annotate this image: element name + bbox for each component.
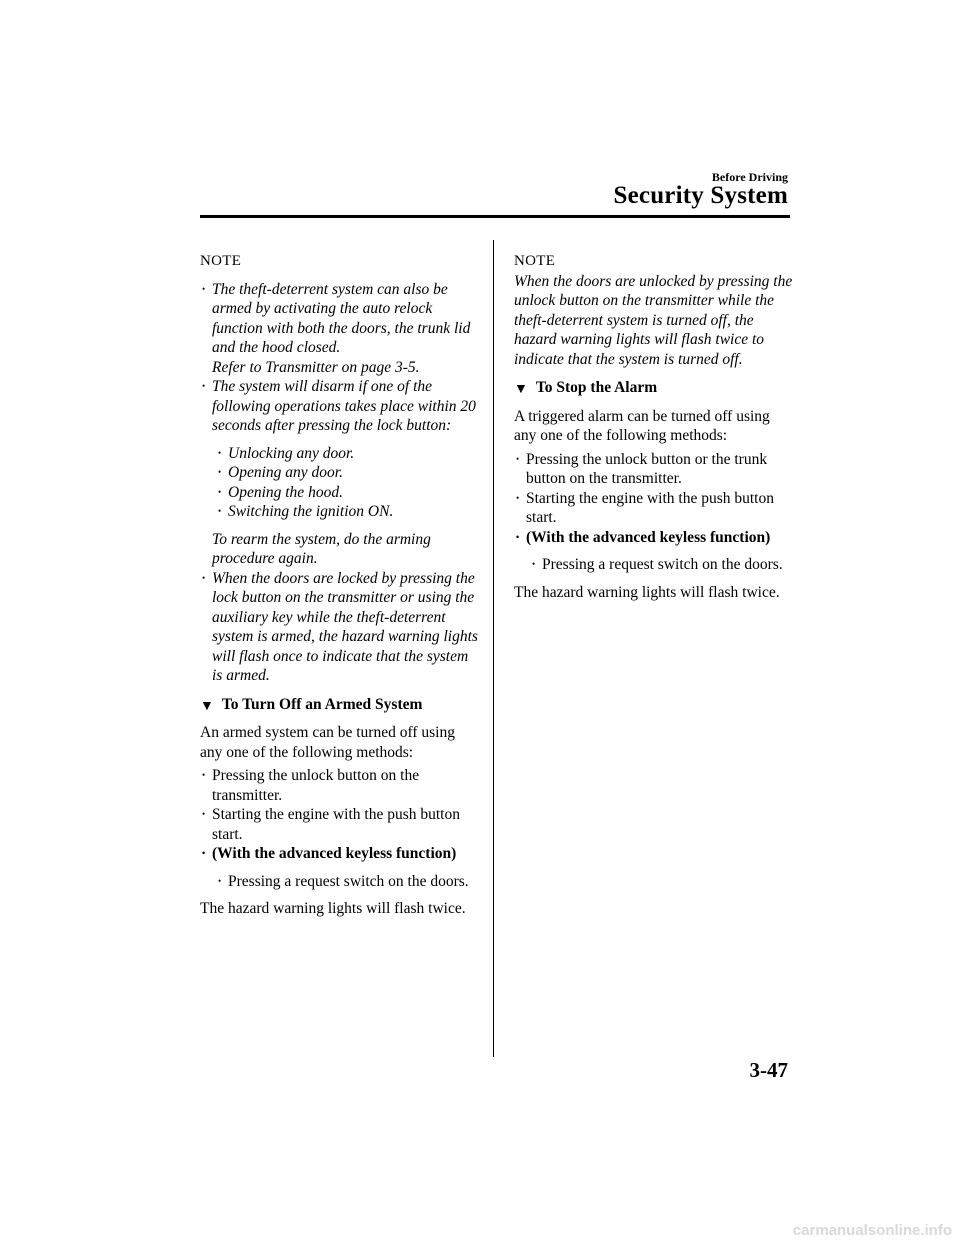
sub-item: • Opening the hood.	[200, 483, 480, 503]
note-item: • When the doors are locked by pressing the lock button on the transmitter or using the auxiliary key while the theft-deterrent system is armed, the hazard warning lights will flash once to indicate that the system is armed.	[200, 569, 480, 686]
note-text: When the doors are unlocked by pressing the unlock button on the transmitter while the theft-deterrent system is turned off, the hazard warning lights will flash twice to indicate that the system is turned off.	[514, 272, 793, 368]
header-rule	[200, 215, 790, 218]
note-item: • The theft-deterrent system can also be armed by activating the auto relock function with both the doors, the trunk lid and the hood closed. Refer to Transmitter on page 3-5.	[200, 280, 480, 378]
header-section-label: Before Driving	[711, 170, 788, 184]
method-item: • (With the advanced keyless function)	[200, 844, 480, 864]
sub-item: • Unlocking any door.	[200, 444, 480, 464]
note-title: NOTE	[200, 253, 242, 269]
left-column	[200, 252, 480, 919]
sub-method-item: • Pressing a request switch on the doors.	[514, 555, 794, 575]
footer-watermark: carmanualsonline.info	[792, 1222, 952, 1239]
page-number: 3-47	[749, 1058, 788, 1082]
sub-method-item: • Pressing a request switch on the doors.	[200, 872, 480, 892]
sub-item: • Opening any door.	[200, 463, 480, 483]
column-divider	[493, 240, 494, 1057]
right-column	[514, 252, 794, 602]
intro-text: An armed system can be turned off using any one of the following methods:	[200, 724, 455, 761]
method-item: • Pressing the unlock button or the trunk button on the transmitter.	[514, 450, 794, 489]
sub-item: • Switching the ignition ON.	[200, 502, 480, 522]
triangle-down-icon: ▼	[200, 698, 214, 714]
closing-text: The hazard warning lights will flash twice.	[200, 900, 466, 917]
section-heading: ▼ To Turn Off an Armed System	[200, 695, 423, 714]
method-item: • Starting the engine with the push button start.	[200, 805, 480, 844]
closing-text: The hazard warning lights will flash twice.	[514, 583, 780, 601]
note-item: • The system will disarm if one of the following operations takes place within 20 seconds after pressing the lock button:	[200, 377, 480, 436]
rearm-text: To rearm the system, do the arming procedure again.	[212, 530, 431, 567]
note-body	[200, 280, 480, 686]
page-title: Security System	[613, 182, 788, 209]
method-item: • Starting the engine with the push button start.	[514, 489, 794, 528]
intro-text: A triggered alarm can be turned off using any one of the following methods:	[514, 407, 770, 444]
note-title: NOTE	[514, 253, 556, 269]
method-item: • Pressing the unlock button on the transmitter.	[200, 766, 480, 805]
section-heading: ▼ To Stop the Alarm	[514, 379, 658, 397]
triangle-down-icon: ▼	[514, 382, 528, 397]
method-item: • (With the advanced keyless function)	[514, 528, 794, 548]
